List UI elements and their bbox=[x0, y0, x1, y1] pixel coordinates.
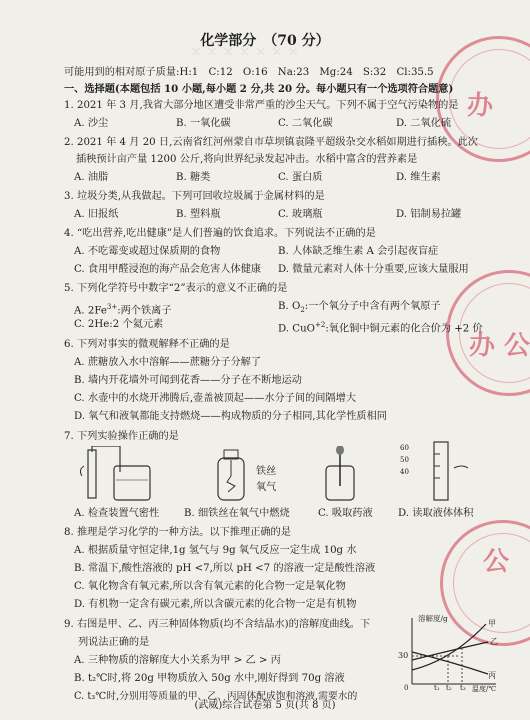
q4-stem: 4. “吃出营养,吃出健康”是人们普遍的饮食追求。下列说法不正确的是 bbox=[64, 228, 376, 239]
solubility-curve-graph bbox=[392, 612, 502, 694]
q6-option-c: C. 水壶中的水烧开沸腾后,壶盖被顶起——水分子间的间隔增大 bbox=[74, 393, 357, 404]
q4-option-d: D. 微量元素对人体十分重要,应该大量服用 bbox=[278, 264, 469, 275]
q5-option-a bbox=[74, 300, 172, 318]
graph-label-jia: 甲 bbox=[488, 619, 496, 628]
graph-ylabel: 溶解度/g bbox=[418, 614, 448, 623]
figure-c-dropper-bottle bbox=[318, 446, 362, 504]
q2-stem-line1: 2. 2021 年 4 月 20 日,云南省红河州蒙自市草坝镇袁隆平超级杂交水稻如期进行插秧。此次 bbox=[64, 137, 478, 148]
q5-a-charge: 3+ bbox=[106, 303, 118, 311]
seal-text: 公 bbox=[483, 547, 510, 577]
cylinder-mark-50: 50 bbox=[400, 456, 409, 464]
q6-option-b: B. 墙内开花墙外可闻到花香——分子在不断地运动 bbox=[74, 375, 302, 386]
graph-y30: 30 bbox=[398, 651, 409, 660]
q9-stem-line1: 9. 右图是甲、乙、丙三种固体物质(均不含结晶水)的溶解度曲线。下 bbox=[64, 619, 371, 630]
figure-d-graduated-cylinder bbox=[414, 438, 470, 504]
q5-d-formula: D. CuO bbox=[278, 323, 315, 335]
q5-option-b bbox=[278, 300, 441, 317]
q1-option-c: C. 二氧化碳 bbox=[278, 118, 333, 129]
label-oxygen: 氧气 bbox=[256, 482, 277, 493]
q2-option-b: B. 糖类 bbox=[176, 172, 211, 183]
curve-bing bbox=[412, 652, 488, 674]
q5-b-text: :一个氧分子中含有两个氧原子 bbox=[304, 301, 441, 312]
graph-label-bing: 丙 bbox=[488, 671, 496, 680]
figure-b-iron-wire-bottle bbox=[210, 448, 254, 504]
label-iron-wire: 铁丝 bbox=[256, 466, 277, 477]
q5-option-c: C. 2He:2 个氦元素 bbox=[74, 319, 164, 330]
q1-stem: 1. 2021 年 3 月,我省大部分地区遭受非常严重的沙尘天气。下列不属于空气污染物的是 bbox=[64, 100, 459, 111]
q2-stem-line2: 插秧预计亩产量 1200 公斤,将向世界纪录发起冲击。水稻中富含的营养素是 bbox=[76, 154, 418, 165]
q3-option-c: C. 玻璃瓶 bbox=[278, 209, 323, 220]
q2-option-c: C. 蛋白质 bbox=[278, 172, 323, 183]
q5-a-formula: A. 2Fe bbox=[74, 305, 107, 317]
q4-option-b: B. 人体缺乏维生素 A 会引起夜盲症 bbox=[278, 246, 439, 257]
page-footer: (武威)综合试卷第 5 页(共 8 页) bbox=[194, 700, 336, 711]
q5-option-d bbox=[278, 318, 483, 336]
atomic-mass-line: 可能用到的相对原子质量:H:1 C:12 O:16 Na:23 Mg:24 S:32 Cl:35.5 bbox=[64, 67, 434, 78]
q7-option-b: B. 细铁丝在氧气中燃烧 bbox=[184, 508, 290, 519]
graph-origin: 0 bbox=[404, 684, 409, 692]
q7-option-c: C. 吸取药液 bbox=[318, 508, 373, 519]
figure-a-airtightness-apparatus bbox=[80, 446, 170, 504]
q5-b-subscript: 2 bbox=[300, 306, 305, 315]
q6-option-d: D. 氧气和液氧都能支持燃烧——构成物质的分子相同,其化学性质相同 bbox=[74, 411, 387, 422]
curve-yi bbox=[412, 642, 488, 660]
curve-jia bbox=[412, 624, 486, 670]
q5-d-valence: +2 bbox=[315, 321, 326, 329]
q7-option-a: A. 检查装置气密性 bbox=[74, 508, 160, 519]
q6-stem: 6. 下列对事实的微观解释不正确的是 bbox=[64, 339, 230, 350]
q9-stem-line2: 列说法正确的是 bbox=[78, 637, 150, 648]
q7-stem: 7. 下列实验操作正确的是 bbox=[64, 431, 179, 442]
q5-stem: 5. 下列化学符号中数字“2”表示的意义不正确的是 bbox=[64, 283, 288, 294]
q2-option-a: A. 油脂 bbox=[74, 172, 109, 183]
seal-text: 办 bbox=[467, 91, 494, 121]
q5-b-formula: B. O bbox=[278, 301, 301, 312]
q4-option-c: C. 食用甲醛浸泡的海产品会危害人体健康 bbox=[74, 264, 262, 275]
graph-t2: t₂ bbox=[446, 684, 452, 692]
q1-option-b: B. 一氧化碳 bbox=[176, 118, 231, 129]
q3-option-d: D. 铝制易拉罐 bbox=[396, 209, 462, 220]
watermark-text: × × × × × × × bbox=[190, 44, 299, 60]
q8-option-c: C. 氧化物含有氧元素,所以含有氧元素的化合物一定是氧化物 bbox=[74, 581, 346, 592]
q1-option-d: D. 二氧化硫 bbox=[396, 118, 452, 129]
q9-option-a: A. 三种物质的溶解度大小关系为甲 > 乙 > 丙 bbox=[74, 655, 281, 666]
q8-option-a: A. 根据质量守恒定律,1g 氢气与 9g 氧气反应一定生成 10g 水 bbox=[74, 545, 357, 556]
q3-option-b: B. 塑料瓶 bbox=[176, 209, 221, 220]
q3-option-a: A. 旧报纸 bbox=[74, 209, 119, 220]
q6-option-a: A. 蔗糖放入水中溶解——蔗糖分子分解了 bbox=[74, 357, 262, 368]
q1-option-a: A. 沙尘 bbox=[74, 118, 109, 129]
q9-option-b: B. t₂℃时,将 20g 甲物质放入 50g 水中,刚好得到 70g 溶液 bbox=[74, 673, 345, 684]
graph-label-yi: 乙 bbox=[490, 637, 498, 646]
graph-t1: t₁ bbox=[434, 684, 440, 692]
cylinder-mark-60: 60 bbox=[400, 444, 409, 452]
section-heading: 一、选择题(本题包括 10 小题,每小题 2 分,共 20 分。每小题只有一个选项符合题意) bbox=[64, 83, 454, 95]
q2-option-d: D. 维生素 bbox=[396, 172, 441, 183]
q8-option-b: B. 常温下,酸性溶液的 pH <7,所以 pH <7 的溶液一定是酸性溶液 bbox=[74, 563, 376, 574]
q5-a-text: :两个铁离子 bbox=[117, 305, 172, 317]
q8-option-d: D. 有机物一定含有碳元素,所以含碳元素的化合物一定是有机物 bbox=[74, 599, 357, 610]
seal-text: 办 公 bbox=[469, 331, 530, 361]
graph-xlabel: 温度/℃ bbox=[472, 685, 497, 693]
q9-option-c: C. t₃℃时,分别用等质量的甲、乙、丙固体配成饱和溶液,需要水的 bbox=[74, 691, 358, 702]
q8-stem: 8. 推理是学习化学的一种方法。以下推理正确的是 bbox=[64, 527, 291, 538]
cylinder-mark-40: 40 bbox=[400, 468, 409, 476]
q7-option-d: D. 读取液体体积 bbox=[398, 508, 474, 519]
graph-t3: t₃ bbox=[460, 684, 466, 692]
q3-stem: 3. 垃圾分类,从我做起。下列可回收垃圾属于金属材料的是 bbox=[64, 191, 325, 202]
section-title: 化学部分 （70 分） bbox=[200, 33, 330, 49]
q5-d-text: :氧化铜中铜元素的化合价为 +2 价 bbox=[325, 323, 483, 335]
q4-option-a: A. 不吃霉变或超过保质期的食物 bbox=[74, 246, 221, 257]
